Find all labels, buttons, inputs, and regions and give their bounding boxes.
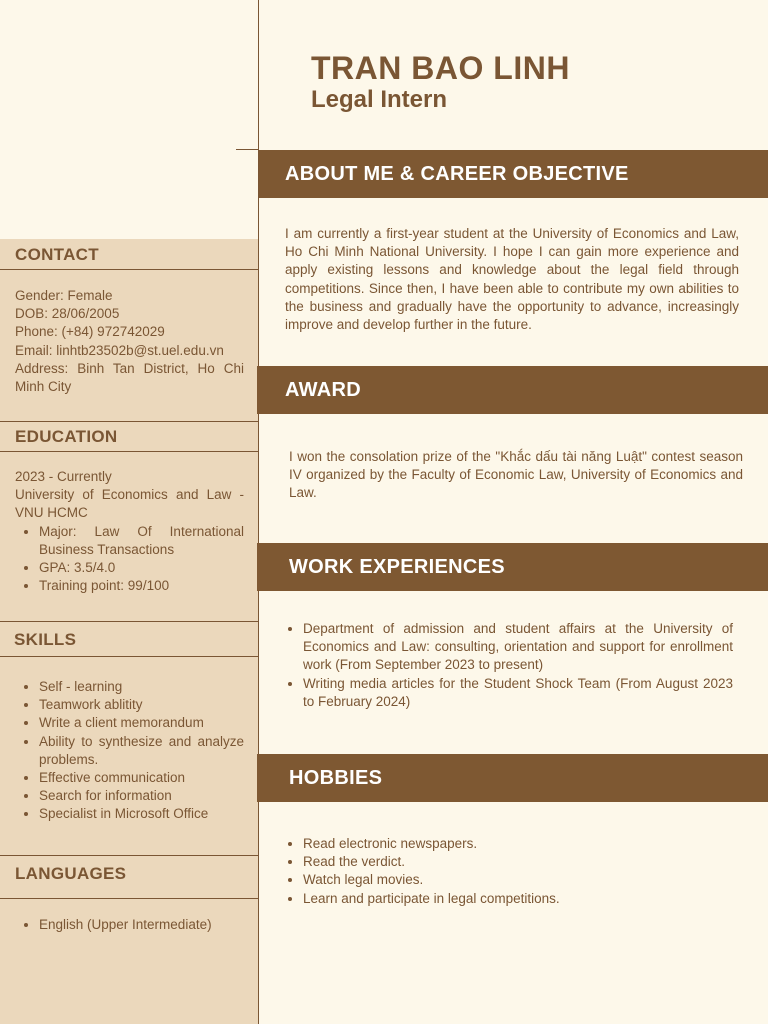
- candidate-role: Legal Intern: [311, 86, 448, 113]
- about-banner: [259, 150, 768, 198]
- education-divider: [0, 451, 258, 452]
- languages-heading: LANGUAGES: [15, 864, 127, 883]
- contact-details: [15, 287, 244, 396]
- award-banner: [257, 366, 768, 414]
- hobby-item: • Learn and participate in legal competitions.: [303, 890, 733, 908]
- hobby-item: • Watch legal movies.: [303, 871, 733, 889]
- skills-details: [15, 678, 244, 824]
- languages-list: [15, 916, 244, 934]
- work-details: [285, 620, 733, 711]
- skill-item: • Effective communication: [39, 769, 244, 787]
- contact-heading: CONTACT: [15, 245, 99, 264]
- hobby-item: • Read the verdict.: [303, 853, 733, 871]
- award-heading: AWARD: [285, 378, 361, 401]
- work-heading: WORK EXPERIENCES: [289, 555, 505, 578]
- contact-dob: DOB: 28/06/2005: [15, 306, 120, 322]
- hobby-item: • Read electronic newspapers.: [303, 835, 733, 853]
- award-text: I won the consolation prize of the "Khắc dấu tài năng Luật" contest season IV organized by the Faculty of Economic Law, University of Economics and Law.: [289, 449, 743, 501]
- header-tick-divider: [236, 149, 259, 150]
- skill-item: • Specialist in Microsoft Office: [39, 805, 244, 823]
- contact-email: Email: linhtb23502b@st.uel.edu.vn: [15, 342, 224, 358]
- work-item: • Writing media articles for the Student Shock Team (From August 2023 to February 2024): [303, 675, 733, 711]
- contact-gender: Gender: Female: [15, 288, 113, 303]
- education-top-divider: [0, 421, 258, 422]
- skills-heading: SKILLS: [14, 630, 77, 649]
- education-list: [15, 523, 244, 596]
- work-item: • Department of admission and student affairs at the University of Economics and Law: consulting, orientation and support for enrollment work (From September 2023 to present): [303, 620, 733, 675]
- contact-address: Address: Binh Tan District, Ho Chi Minh City: [15, 360, 244, 395]
- skill-item: • Self - learning: [39, 678, 244, 696]
- languages-details: [15, 916, 244, 934]
- education-heading: EDUCATION: [15, 427, 118, 446]
- about-text: I am currently a first-year student at the University of Economics and Law, Ho Chi Minh National University. I hope I can gain more experience and apply existing lessons and knowledge about the legal field through competitions. Since then, I have been able to contribute my own abilities to the business and gradually have the opportunity to advance, increasingly improve and develop further in the future.: [285, 226, 739, 333]
- education-item: • Training point: 99/100: [39, 577, 244, 595]
- contact-divider: [0, 269, 258, 270]
- skills-divider: [0, 656, 258, 657]
- work-banner: [257, 543, 768, 591]
- candidate-name: TRAN BAO LINH: [311, 50, 570, 86]
- contact-phone: Phone: (+84) 972742029: [15, 324, 165, 340]
- skill-item: • Search for information: [39, 787, 244, 805]
- education-period: 2023 - Currently: [15, 469, 112, 484]
- skills-top-divider: [0, 621, 258, 622]
- hobbies-banner: [257, 754, 768, 802]
- education-school: University of Economics and Law - VNU HCMC: [15, 487, 244, 521]
- skill-item: • Write a client memorandum: [39, 714, 244, 732]
- languages-top-divider: [0, 855, 258, 856]
- education-item: • GPA: 3.5/4.0: [39, 559, 244, 577]
- hobbies-heading: HOBBIES: [289, 766, 383, 789]
- about-heading: ABOUT ME & CAREER OBJECTIVE: [285, 162, 629, 185]
- skill-item: • Teamwork ablitity: [39, 696, 244, 714]
- hobbies-list: [285, 835, 733, 908]
- language-item: • English (Upper Intermediate): [39, 916, 244, 934]
- education-details: [15, 468, 244, 595]
- hobbies-details: [285, 835, 733, 908]
- education-item: • Major: Law Of International Business Transactions: [39, 523, 244, 559]
- skills-list: [15, 678, 244, 824]
- languages-divider: [0, 898, 258, 899]
- skill-item: • Ability to synthesize and analyze problems.: [39, 733, 244, 769]
- work-list: [285, 620, 733, 711]
